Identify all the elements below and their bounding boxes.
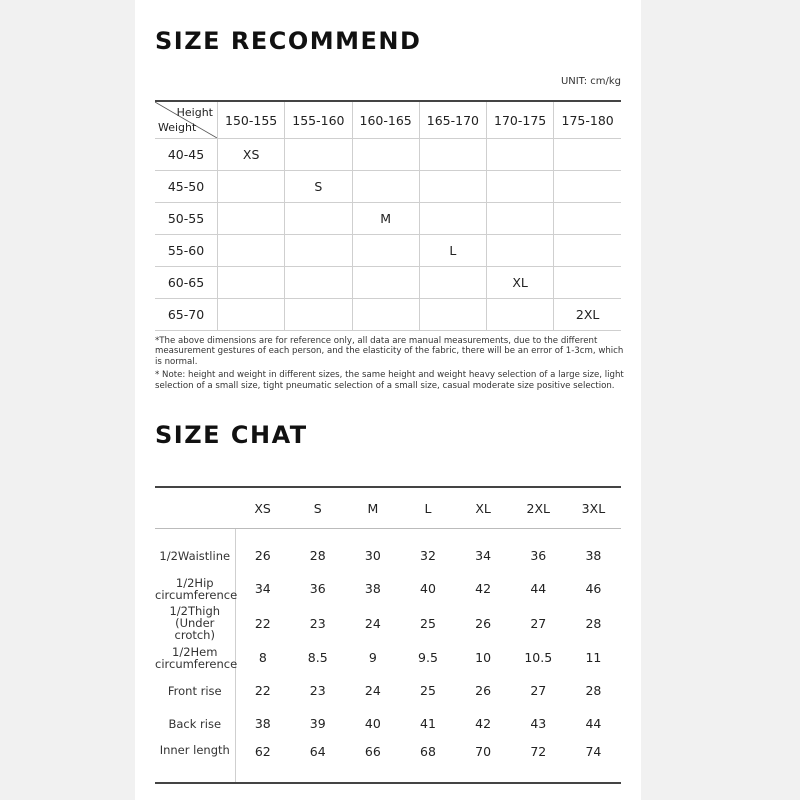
size-cell [218,203,285,235]
measurement-value: 46 [585,581,602,596]
measurement-value: 28 [309,548,326,563]
size-cell [285,235,352,267]
measurement-label [155,605,235,641]
height-header: 155-160 [285,101,352,139]
measurement-value: 26 [254,548,271,563]
weight-row [155,203,621,235]
size-header: 3XL [566,487,621,529]
height-header: 160-165 [352,101,419,139]
measurement-value: 34 [475,548,492,563]
measurement-value: 34 [254,581,271,596]
measurement-label-line: 1/2Hem [172,644,218,659]
measurement-value: 64 [290,740,345,783]
size-cell [218,235,285,267]
weight-label: 55-60 [155,235,218,267]
size-cell: M [352,203,419,235]
measurement-label [155,572,238,605]
measurement-value: 25 [420,683,436,698]
measurement-value: 11 [585,650,602,665]
measurement-label-line: Front rise [167,683,222,698]
height-header: 170-175 [487,101,554,139]
empty-corner-cell [155,487,235,529]
size-cell [554,139,621,171]
size-header: XL [456,487,511,529]
measurement-value: 9 [368,650,377,665]
measurement-value: 25 [420,615,436,631]
measurement-value: 72 [511,740,566,783]
height-header-row [155,101,621,139]
measurement-label-line: (Under crotch) [174,616,215,642]
size-cell [285,267,352,299]
height-header: 165-170 [419,101,486,139]
size-header-row [155,487,621,529]
size-cell [487,139,554,171]
measurement-value: 28 [585,615,602,631]
measurement-value: 26 [475,615,492,631]
size-chart-table [155,486,621,784]
size-cell [352,267,419,299]
measurement-row [155,740,621,783]
measurement-value: 74 [566,740,621,783]
size-cell [218,267,285,299]
measurement-value: 40 [420,581,436,596]
measurement-row [155,641,621,674]
measurement-row [155,605,621,641]
size-cell [352,171,419,203]
measurement-value: 40 [364,716,381,731]
size-cell [487,171,554,203]
measurement-label-line: Back rise [168,716,222,731]
size-cell [487,235,554,267]
size-cell [285,299,352,331]
measurement-value: 70 [456,740,511,783]
weight-row [155,267,621,299]
size-recommend-table [155,100,621,331]
measurement-value: 26 [475,683,492,698]
size-cell [218,299,285,331]
measurement-value: 41 [420,716,436,731]
size-cell [554,267,621,299]
measurement-value: 36 [530,548,547,563]
measurement-value: 22 [254,615,271,631]
size-recommend-title: SIZE RECOMMEND [155,27,422,55]
size-header: L [400,487,455,529]
measurement-value: 62 [235,740,290,783]
height-header: 175-180 [554,101,621,139]
weight-label: 60-65 [155,267,218,299]
weight-label: 45-50 [155,171,218,203]
measurement-value: 44 [530,581,547,596]
measurement-value: 38 [254,716,271,731]
note-selection: * Note: height and weight in different sizes, the same height and weight heavy selection of a large size, light selection of a small size, tight pneumatic selection of a small size, casual moderate size positive selection. [155,370,624,391]
measurement-value: 27 [530,615,547,631]
measurement-label [155,641,238,674]
measurement-label [155,674,235,707]
size-cell [419,171,486,203]
measurement-value: 42 [475,581,492,596]
measurement-value: 23 [309,683,326,698]
measurement-value: 10 [475,650,492,665]
weight-row [155,139,621,171]
measurement-label-line: 1/2Thigh [169,604,221,618]
measurement-value: 28 [585,683,602,698]
measurement-value: 66 [345,740,400,783]
measurement-label-line: 1/2Hip [175,575,214,590]
measurement-value: 22 [254,683,271,698]
measurement-value: 8.5 [307,650,328,665]
size-cell [554,235,621,267]
size-cell: XL [487,267,554,299]
measurement-value: 38 [364,581,381,596]
size-cell: XS [218,139,285,171]
measurement-value: 32 [420,548,436,563]
size-cell [218,171,285,203]
size-cell [487,299,554,331]
size-cell [554,171,621,203]
size-cell [352,139,419,171]
measurement-value: 44 [585,716,602,731]
size-cell [419,267,486,299]
measurement-value: 8 [258,650,267,665]
measurement-value: 68 [400,740,455,783]
size-chart-title: SIZE CHAT [155,421,308,449]
size-notes [155,336,625,394]
size-cell: 2XL [554,299,621,331]
measurement-row [155,539,621,572]
size-cell: L [419,235,486,267]
measurement-label-line: circumference [155,656,238,671]
measurement-value: 38 [585,548,602,563]
size-cell [419,139,486,171]
size-header: XS [235,487,290,529]
size-cell: S [285,171,352,203]
height-header: 150-155 [218,101,285,139]
measurement-label [155,539,235,572]
size-cell [352,299,419,331]
size-cell [419,203,486,235]
spacer-cell [155,529,235,540]
weight-row [155,171,621,203]
measurement-row [155,674,621,707]
size-cell [487,203,554,235]
measurement-value: 10.5 [524,650,553,665]
measurement-label-line: circumference [155,587,238,602]
measurement-value: 30 [364,548,381,563]
product-size-sheet [135,0,641,800]
weight-label: 65-70 [155,299,218,331]
measurement-value: 23 [309,615,326,631]
measurement-row [155,572,621,605]
spacer-row [155,529,621,540]
spacer-cell [235,529,621,540]
measurement-value: 39 [309,716,326,731]
note-reference: *The above dimensions are for reference only, all data are manual measurements, due to the different measurement gestures of each person, and the elasticity of the fabric, there will be an error of 1-3cm, which is normal. [155,336,624,367]
corner-cell [155,101,218,139]
measurement-value: 24 [364,683,381,698]
corner-height-label: Height [176,106,213,119]
weight-label: 40-45 [155,139,218,171]
size-cell [285,139,352,171]
size-header: 2XL [511,487,566,529]
weight-row [155,299,621,331]
size-cell [285,203,352,235]
measurement-label [155,740,235,783]
measurement-value: 43 [530,716,547,731]
measurement-value: 24 [364,615,381,631]
measurement-value: 36 [309,581,326,596]
measurement-value: 27 [530,683,547,698]
size-cell [419,299,486,331]
weight-label: 50-55 [155,203,218,235]
measurement-value: 42 [475,716,492,731]
corner-weight-label: Weight [158,121,197,134]
unit-label: UNIT: cm/kg [560,76,621,87]
measurement-label [155,707,235,740]
measurement-label-line: 1/2Waistline [159,548,231,563]
size-header: M [345,487,400,529]
measurement-value: 9.5 [418,650,438,665]
measurement-label-line: Inner length [159,743,230,757]
size-cell [554,203,621,235]
measurement-row [155,707,621,740]
weight-row [155,235,621,267]
size-header: S [290,487,345,529]
size-cell [352,235,419,267]
